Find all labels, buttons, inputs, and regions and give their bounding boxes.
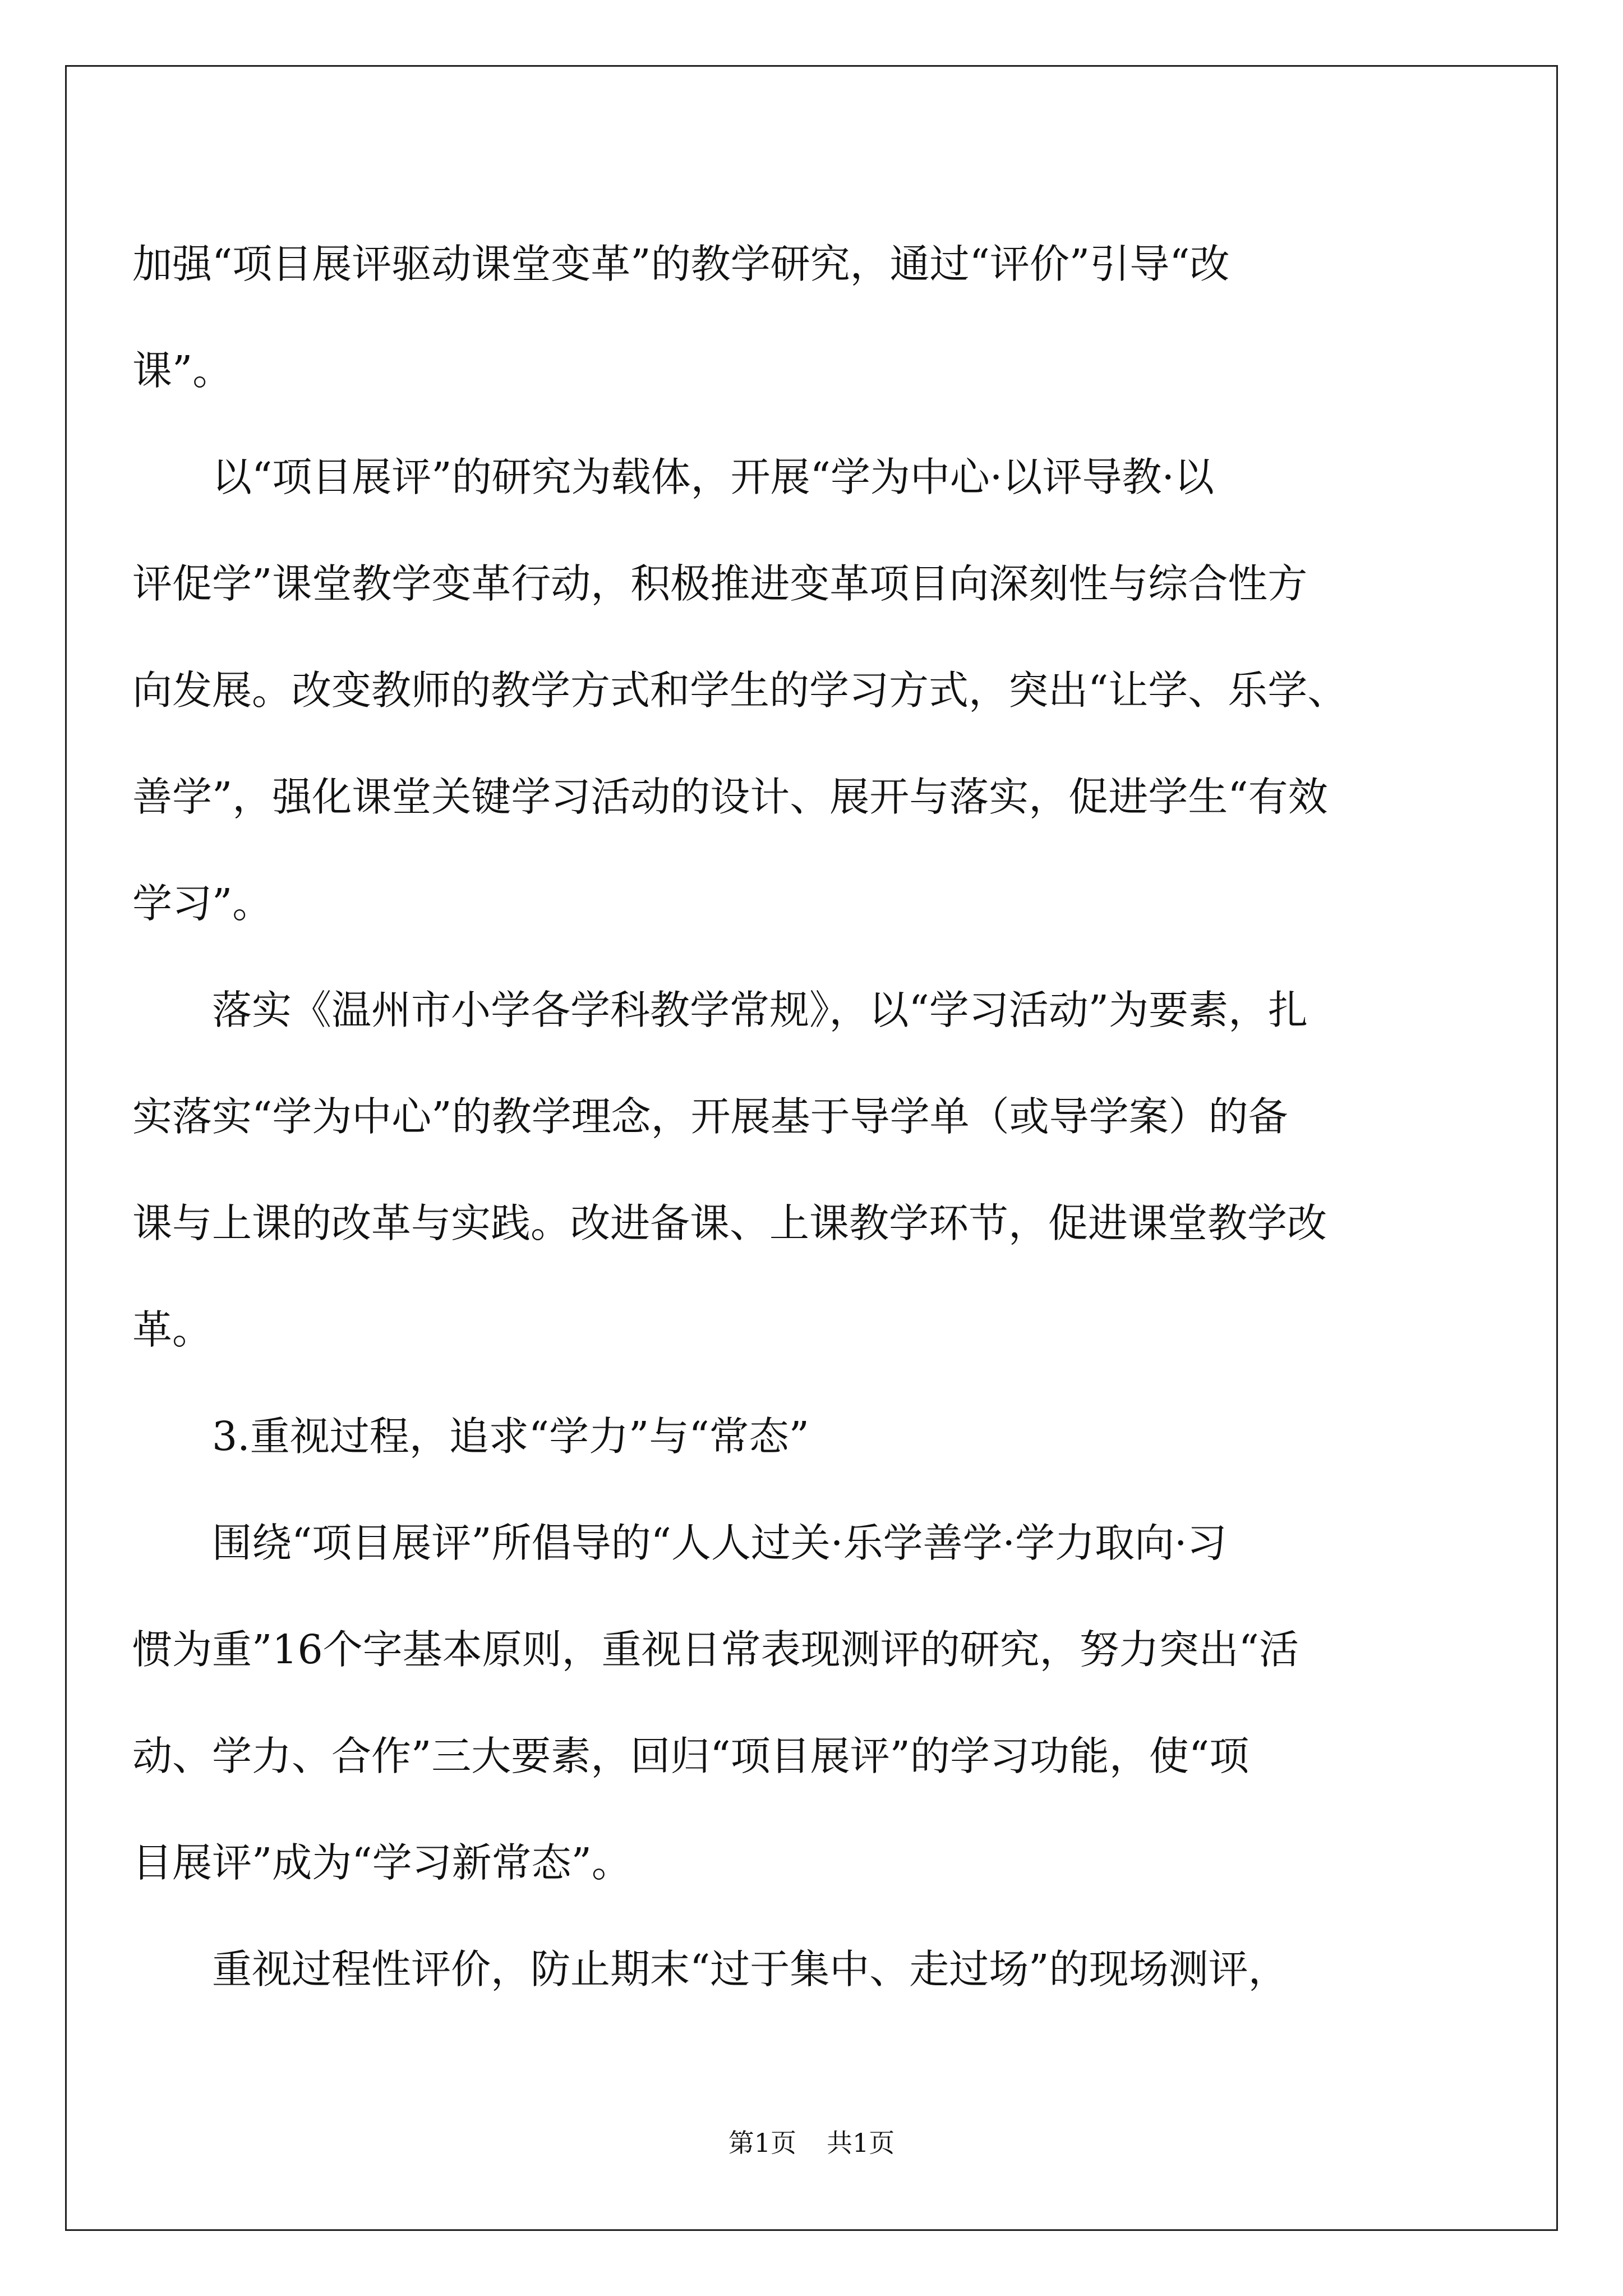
text-line: 落实《温州市小学各学科教学常规》，以“学习活动”为要素，扎	[132, 987, 1308, 1033]
text-line: 动、学力、合作”三大要素，回归“项目展评”的学习功能，使“项	[132, 1733, 1249, 1779]
page-total: 共1页	[827, 2128, 895, 2158]
text-line: 革。	[132, 1306, 213, 1353]
text-line: 重视过程性评价，防止期末“过于集中、走过场”的现场测评，	[132, 1946, 1288, 1993]
text-line: 实落实“学为中心”的教学理念，开展基于导学单（或导学案）的备	[132, 1093, 1288, 1140]
document-body	[132, 211, 1429, 2023]
page-number: 第1页	[728, 2128, 796, 2158]
text-line: 围绕“项目展评”所倡导的“人人过关·乐学善学·学力取向·习	[132, 1520, 1227, 1566]
text-line: 课与上课的改革与实践。改进备课、上课教学环节，促进课堂教学改	[132, 1200, 1327, 1246]
page-footer	[0, 2126, 1623, 2160]
text-line: 目展评”成为“学习新常态”。	[132, 1839, 631, 1886]
text-line: 善学”，强化课堂关键学习活动的设计、展开与落实，促进学生“有效	[132, 774, 1328, 820]
text-line: 课”。	[132, 347, 233, 394]
text-line: 评促学”课堂教学变革行动，积极推进变革项目向深刻性与综合性方	[132, 560, 1308, 607]
text-line: 惯为重”16个字基本原则，重视日常表现测评的研究，努力突出“活	[132, 1626, 1299, 1673]
text-line: 学习”。	[132, 880, 273, 927]
text-line: 向发展。改变教师的教学方式和学生的学习方式，突出“让学、乐学、	[132, 667, 1348, 714]
text-line: 加强“项目展评驱动课堂变革”的教学研究，通过“评价”引导“改	[132, 241, 1230, 287]
section-heading: 3.重视过程，追求“学力”与“常态”	[132, 1413, 809, 1460]
text-line: 以“项目展评”的研究为载体，开展“学为中心·以评导教·以	[132, 454, 1215, 500]
